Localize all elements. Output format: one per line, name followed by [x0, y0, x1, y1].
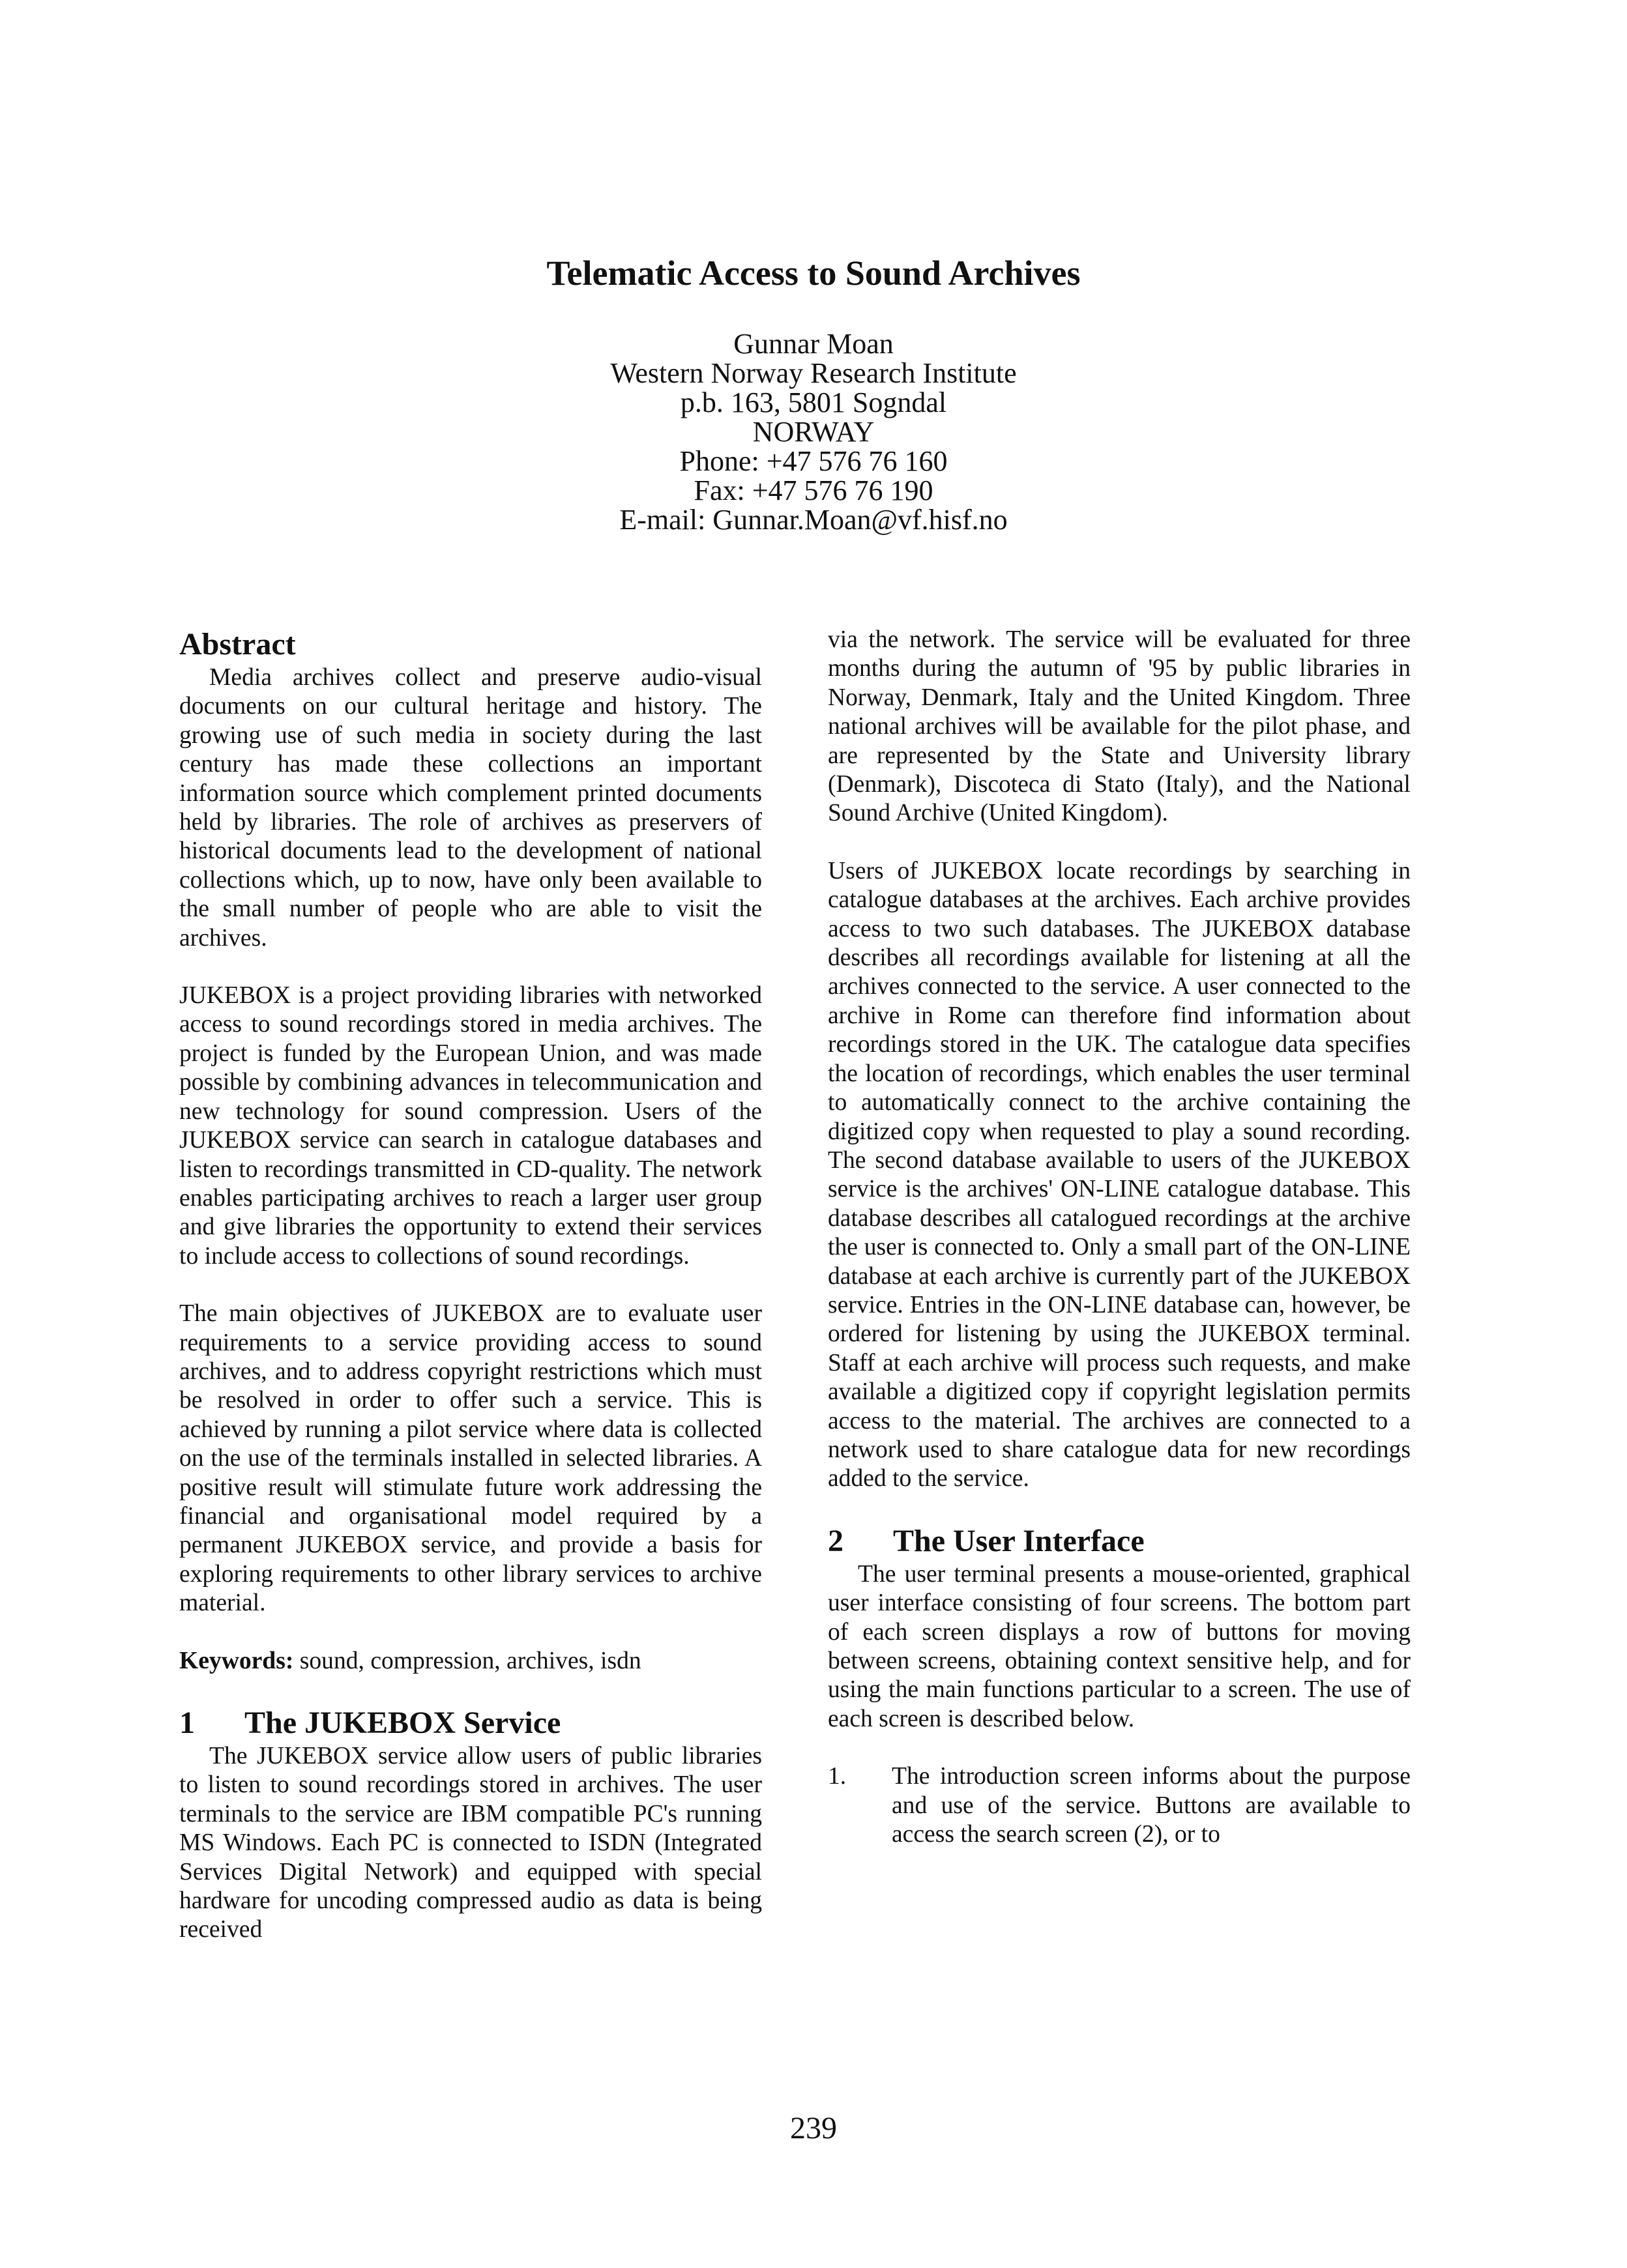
author-institution: Western Norway Research Institute — [610, 357, 1017, 389]
right-column — [828, 626, 1411, 1849]
section-1-title: The JUKEBOX Service — [244, 1706, 561, 1740]
section-1-paragraph-2: Users of JUKEBOX locate recordings by searching in catalogue databases at the archives. Each archive provides access to two such databases. The JUKEBOX database describes all recordings available for listening at all the archives connected to the service. A user connected to the archive in Rome can therefore find information about recordings stored in the UK. The catalogue data specifies the location of recordings, which enables the user terminal to automatically connect to the archive containing the digitized copy when requested to play a sound recording. The second database available to users of the JUKEBOX service is the archives' ON-LINE catalogue database. This database describes all catalogued recordings at the archive the user is connected to. Only a small part of the ON-LINE database at each archive is currently part of the JUKEBOX service. Entries in the ON-LINE database can, however, be ordered for listening by using the JUKEBOX terminal. Staff at each archive will process such requests, and make available a digitized copy if copyright legislation permits access to the material. The archives are connected to a network used to share catalogue data for new recordings added to the service. — [828, 857, 1411, 1492]
keywords-text: sound, compression, archives, isdn — [299, 1647, 641, 1674]
author-country: NORWAY — [752, 416, 875, 448]
keywords-label: Keywords: — [179, 1647, 294, 1674]
list-item-number: 1. — [828, 1763, 847, 1790]
author-phone: Phone: +47 576 76 160 — [679, 445, 948, 477]
abstract-paragraph-2: JUKEBOX is a project providing libraries with networked access to sound recordings stored in media archives. The project is funded by the European Union, and was made possible by combining advances in telecommunication and new technology for sound compression. Users of the JUKEBOX service can search in catalogue databases and listen to recordings transmitted in CD-quality. The network enables participating archives to reach a larger user group and give libraries the opportunity to extend their services to include access to collections of sound recordings. — [179, 982, 762, 1270]
author-name: Gunnar Moan — [733, 328, 894, 360]
author-fax: Fax: +47 576 76 190 — [694, 474, 933, 506]
section-1-paragraph-1: The JUKEBOX service allow users of public libraries to listen to sound recordings stored in archives. The user terminals to the service are IBM compatible PC's running MS Windows. Each PC is connected to ISDN (Integrated Services Digital Network) and equipped with special hardware for uncoding compressed audio as data is being received — [179, 1743, 762, 1943]
section-1-number: 1 — [179, 1706, 195, 1740]
screen-list — [828, 1762, 1411, 1849]
section-1-heading — [179, 1704, 762, 1742]
section-2-number: 2 — [828, 1523, 843, 1558]
author-address: p.b. 163, 5801 Sogndal — [680, 386, 947, 418]
section-2-title: The User Interface — [893, 1523, 1145, 1558]
page-number: 239 — [790, 2111, 837, 2145]
section-2-paragraph: The user terminal presents a mouse-oriented, graphical user interface consisting of four screens. The bottom part of each screen displays a row of buttons for moving between screens, obtaining context sensitive help, and for using the main functions particular to a screen. The use of each screen is described below. — [828, 1560, 1411, 1732]
abstract-heading: Abstract — [179, 627, 296, 662]
author-email: E-mail: Gunnar.Moan@vf.hisf.no — [619, 504, 1008, 536]
left-column — [179, 626, 762, 1945]
author-block — [0, 329, 1627, 534]
abstract-paragraph-3: The main objectives of JUKEBOX are to evaluate user requirements to a service providing access to sound archives, and to address copyright restrictions which must be resolved in order to offer such a service. This is achieved by running a pilot service where data is collected on the use of the terminals installed in selected libraries. A positive result will stimulate future work addressing the financial and organisational model required by a permanent JUKEBOX service, and provide a basis for exploring requirements to other library services to archive material. — [179, 1300, 762, 1617]
abstract-paragraph-1: Media archives collect and preserve audio-visual documents on our cultural heritage and history. The growing use of such media in society during the last century has made these collections an important information source which complement printed documents held by libraries. The role of archives as preservers of historical documents lead to the development of national collections which, up to now, have only been available to the small number of people who are able to visit the archives. — [179, 664, 762, 952]
list-item-text: The introduction screen informs about the purpose and use of the service. Buttons are available to access the search screen (2), or to — [892, 1763, 1411, 1848]
list-item — [828, 1762, 1411, 1849]
section-2-heading — [828, 1522, 1411, 1560]
keywords — [179, 1647, 762, 1676]
section-1-paragraph-1-continued: via the network. The service will be evaluated for three months during the autumn of '95 by public libraries in Norway, Denmark, Italy and the United Kingdom. Three national archives will be available for the pilot phase, and are represented by the State and University library (Denmark), Discoteca di Stato (Italy), and the National Sound Archive (United Kingdom). — [828, 626, 1411, 827]
paper-title: Telematic Access to Sound Archives — [546, 254, 1081, 293]
